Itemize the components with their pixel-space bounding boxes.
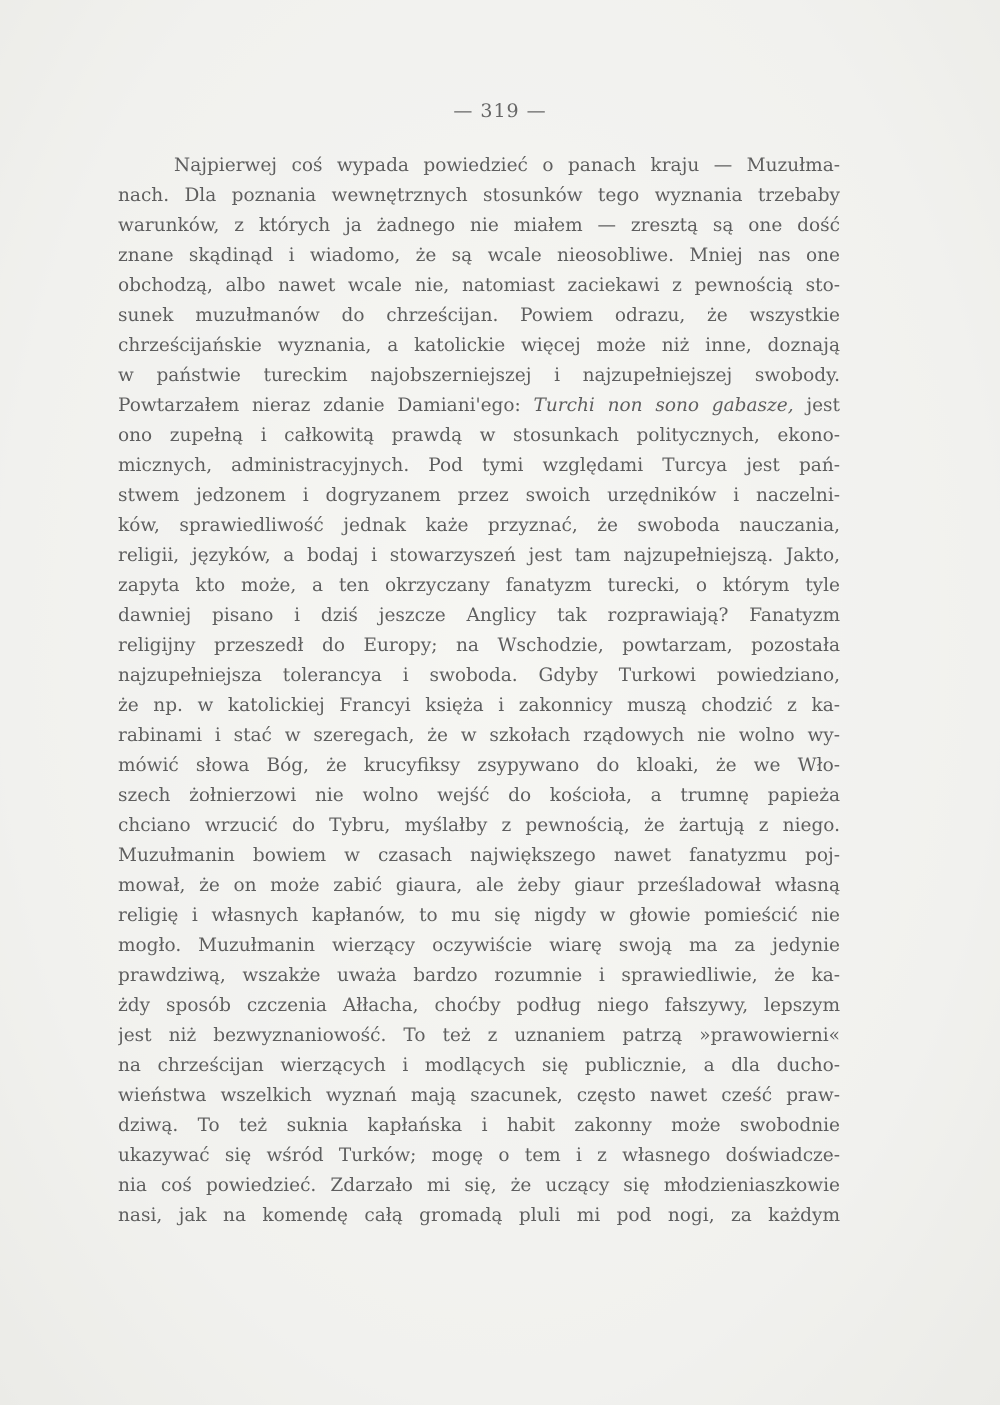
text-line: sunek muzułmanów do chrześcijan. Powiem odrazu, że wszystkie [118,305,840,326]
text-line: szech żołnierzowi nie wolno wejść do kościoła, a trumnę papieża [118,785,840,806]
text-segment: jest [793,395,840,416]
text-line: zapyta kto może, a ten okrzyczany fanatyzm turecki, o którym tyle [118,575,840,596]
text-line: nia coś powiedzieć. Zdarzało mi się, że uczący się młodzieniaszkowie [118,1175,840,1196]
text-line: dawniej pisano i dziś jeszcze Anglicy tak rozprawiają? Fanatyzm [118,605,840,626]
text-line: wieństwa wszelkich wyznań mają szacunek, często nawet cześć praw- [118,1085,840,1106]
text-line: Muzułmanin bowiem w czasach największego nawet fanatyzmu poj- [118,845,840,866]
text-line: obchodzą, albo nawet wcale nie, natomiast zaciekawi z pewnością sto- [118,275,840,296]
text-line: nasi, jak na komendę całą gromadą pluli mi pod nogi, za każdym [118,1205,840,1226]
text-segment: Powtarzałem nieraz zdanie Damiani'ego: [118,395,534,416]
text-line: rabinami i stać w szeregach, że w szkołach rządowych nie wolno wy- [118,725,840,746]
text-line: ukazywać się wśród Turków; mogę o tem i z własnego doświadcze- [118,1145,840,1166]
text-line: stwem jedzonem i dogryzanem przez swoich urzędników i naczelni- [118,485,840,506]
text-line: religię i własnych kapłanów, to mu się nigdy w głowie pomieścić nie [118,905,840,926]
text-line: ków, sprawiedliwość jednak każe przyznać, że swoboda nauczania, [118,515,840,536]
body-text [118,151,840,1231]
text-line: w państwie tureckim najobszerniejszej i najzupełniejszej swobody. [118,365,840,386]
text-line: że np. w katolickiej Francyi księża i zakonnicy muszą chodzić z ka- [118,695,840,716]
text-line: najzupełniejsza tolerancya i swoboda. Gdyby Turkowi powiedziano, [118,665,840,686]
text-line [118,391,840,421]
text-line: religii, języków, a bodaj i stowarzyszeń jest tam najzupełniejszą. Jakto, [118,545,840,566]
text-line: mówić słowa Bóg, że krucyfiksy zsypywano do kloaki, że we Wło- [118,755,840,776]
text-line: religijny przeszedł do Europy; na Wschodzie, powtarzam, pozostała [118,635,840,656]
text-line: dziwą. To też suknia kapłańska i habit zakonny może swobodnie [118,1115,840,1136]
text-line: mował, że on może zabić giaura, ale żeby giaur prześladował własną [118,875,840,896]
text-line: chciano wrzucić do Tybru, myślałby z pewnością, że żartują z niego. [118,815,840,836]
text-line: nach. Dla poznania wewnętrznych stosunków tego wyznania trzebaby [118,185,840,206]
text-line: ono zupełną i całkowitą prawdą w stosunkach politycznych, ekono- [118,425,840,446]
page-number: — 319 — [453,100,547,122]
text-line: Najpierwej coś wypada powiedzieć o panach kraju — Muzułma- [174,155,840,176]
text-line: znane skądinąd i wiadomo, że są wcale nieosobliwe. Mniej nas one [118,245,840,266]
text-line: warunków, z których ja żadnego nie miałem — zresztą są one dość [118,215,840,236]
text-line: na chrześcijan wierzących i modlących się publicznie, a dla ducho- [118,1055,840,1076]
text-line: mogło. Muzułmanin wierzący oczywiście wiarę swoją ma za jedynie [118,935,840,956]
text-line: micznych, administracyjnych. Pod tymi względami Turcya jest pań- [118,455,840,476]
italic-quote: Turchi non sono gabasze, [533,395,794,416]
text-line: żdy sposób czczenia Ałłacha, choćby podług niego fałszywy, lepszym [118,995,840,1016]
text-line: chrześcijańskie wyznania, a katolickie więcej może niż inne, doznają [118,335,840,356]
text-line: jest niż bezwyznaniowość. To też z uznaniem patrzą »prawowierni« [118,1025,840,1046]
text-line: prawdziwą, wszakże uważa bardzo rozumnie i sprawiedliwie, że ka- [118,965,840,986]
